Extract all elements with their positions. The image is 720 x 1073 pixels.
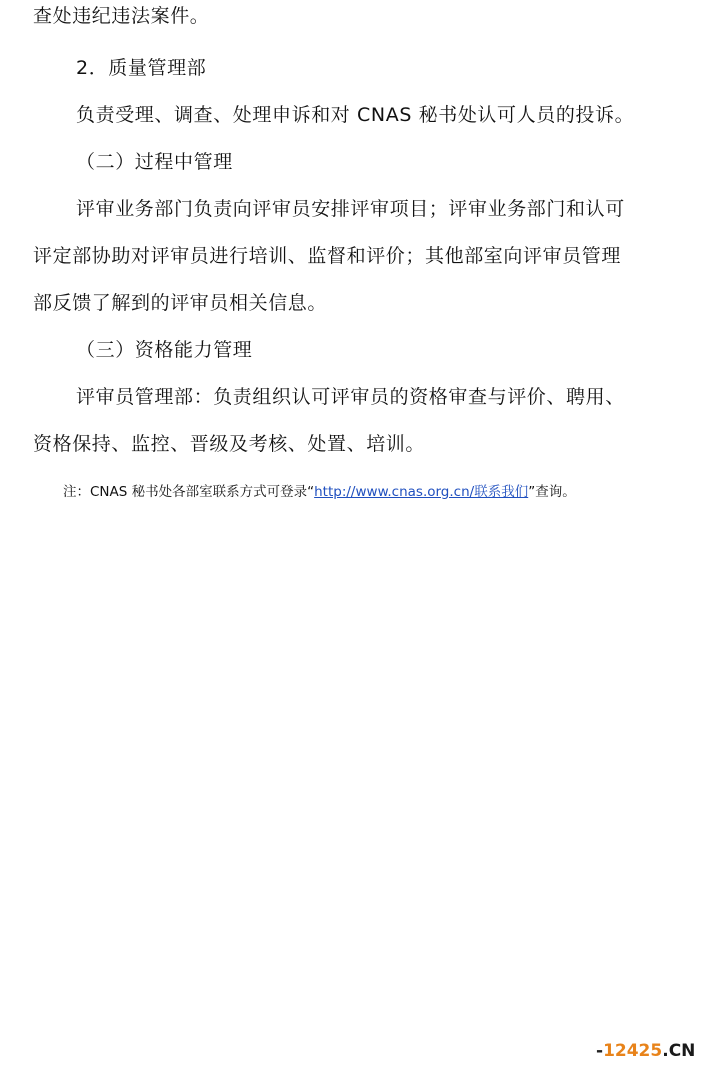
paragraph-line: 评定部协助对评审员进行培训、监督和评价；其他部室向评审员管理 [33,245,622,267]
paragraph-line: 部反馈了解到的评审员相关信息。 [33,292,328,314]
footnote [63,482,576,502]
page-number-dash: - [596,1041,604,1061]
paragraph-line: 查处违纪违法案件。 [33,5,210,27]
paragraph-line: 负责受理、调查、处理申诉和对 CNAS 秘书处认可人员的投诉。 [76,104,635,126]
footnote-suffix: ”查询。 [528,484,576,500]
paragraph-line: 评审员管理部：负责组织认可评审员的资格审查与评价、聘用、 [76,386,625,408]
section-heading-qualification-management: （三）资格能力管理 [76,339,253,361]
section-heading-quality-management: 2．质量管理部 [76,57,207,79]
footnote-prefix: 注：CNAS 秘书处各部室联系方式可登录“ [63,484,315,500]
paragraph-line: 资格保持、监控、晋级及考核、处置、培训。 [33,433,426,455]
paragraph-line: 评审业务部门负责向评审员安排评审项目；评审业务部门和认可 [76,198,625,220]
page-footer-watermark [596,1040,695,1062]
watermark-dot: . [662,1041,669,1061]
watermark-tld: CN [668,1041,696,1061]
contact-link[interactable]: http://www.cnas.org.cn/联系我们 [314,484,529,500]
watermark-number: 12425 [603,1041,663,1061]
section-heading-process-management: （二）过程中管理 [76,151,233,173]
